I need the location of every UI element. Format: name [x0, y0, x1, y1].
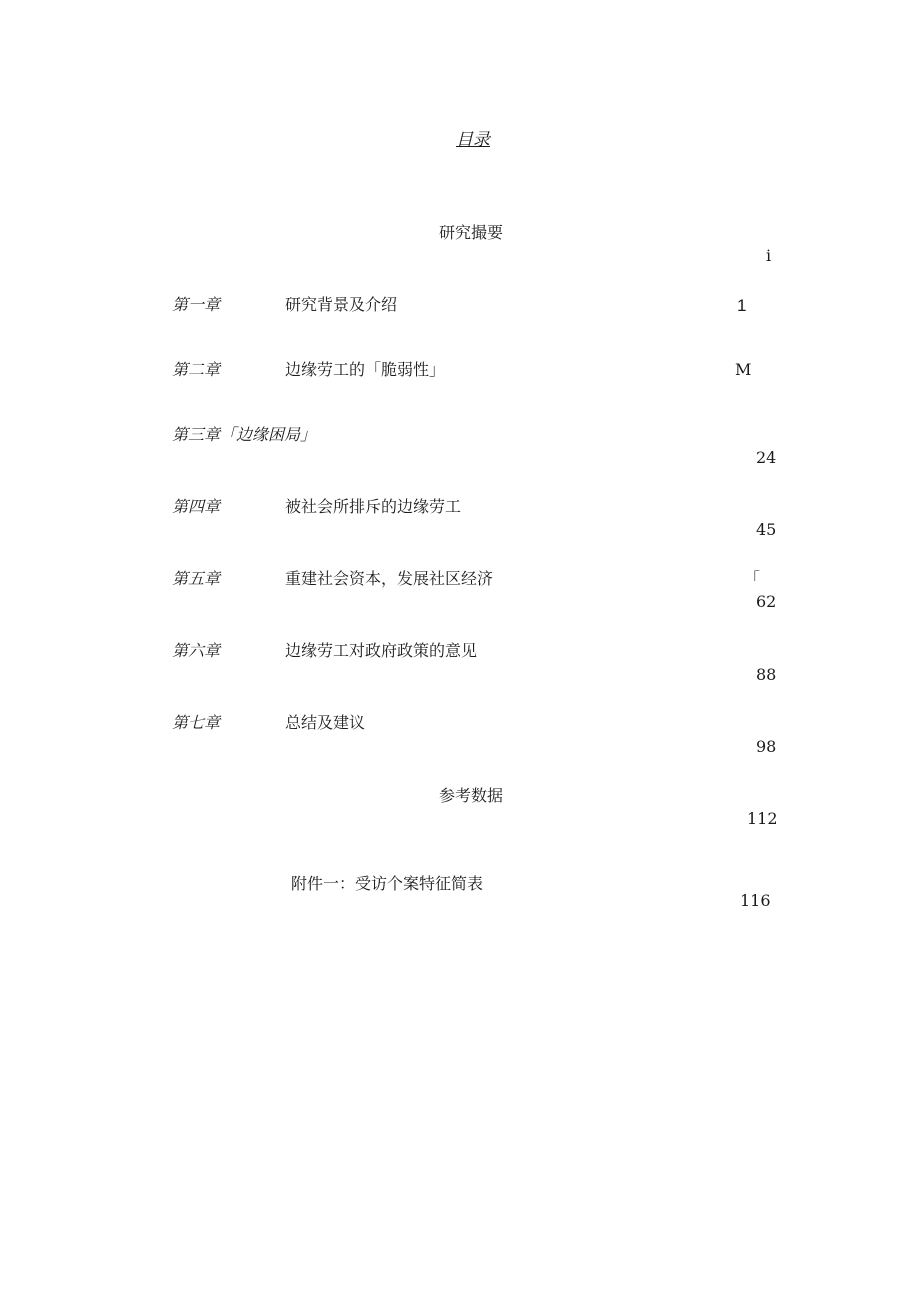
summary-label: 研究撮要: [439, 223, 504, 242]
chapter-7-page: 98: [756, 737, 777, 756]
chapter-3-label: 第三章「边缘困局」: [172, 425, 317, 444]
chapter-6-label: 第六章: [172, 641, 221, 660]
appendix-page: 116: [740, 891, 771, 910]
toc-title: 目录: [456, 130, 490, 150]
chapter-7-label: 第七章: [172, 713, 221, 732]
chapter-6-title: 边缘劳工对政府政策的意见: [285, 641, 478, 660]
chapter-2-page: M: [735, 360, 752, 379]
chapter-2-label: 第二章: [172, 360, 221, 379]
references-label: 参考数据: [439, 786, 504, 805]
chapter-4-page: 45: [756, 520, 777, 539]
chapter-4-title: 被社会所排斥的边缘劳工: [285, 497, 462, 516]
chapter-7-title: 总结及建议: [285, 713, 366, 732]
chapter-1-page: 1: [737, 296, 747, 315]
chapter-1-label: 第一章: [172, 295, 221, 314]
chapter-3-page: 24: [756, 448, 777, 467]
appendix-label: 附件一：受访个案特征简表: [291, 874, 484, 893]
chapter-5-title: 重建社会资本，发展社区经济: [285, 569, 494, 588]
chapter-4-label: 第四章: [172, 497, 221, 516]
chapter-1-title: 研究背景及介绍: [285, 295, 398, 314]
references-page: 112: [747, 809, 778, 828]
chapter-2-title: 边缘劳工的「脆弱性」: [285, 360, 446, 379]
summary-page: i: [766, 246, 772, 265]
chapter-6-page: 88: [756, 665, 777, 684]
chapter-5-mark: 「: [744, 569, 761, 588]
chapter-5-label: 第五章: [172, 569, 221, 588]
chapter-5-page: 62: [756, 592, 777, 611]
